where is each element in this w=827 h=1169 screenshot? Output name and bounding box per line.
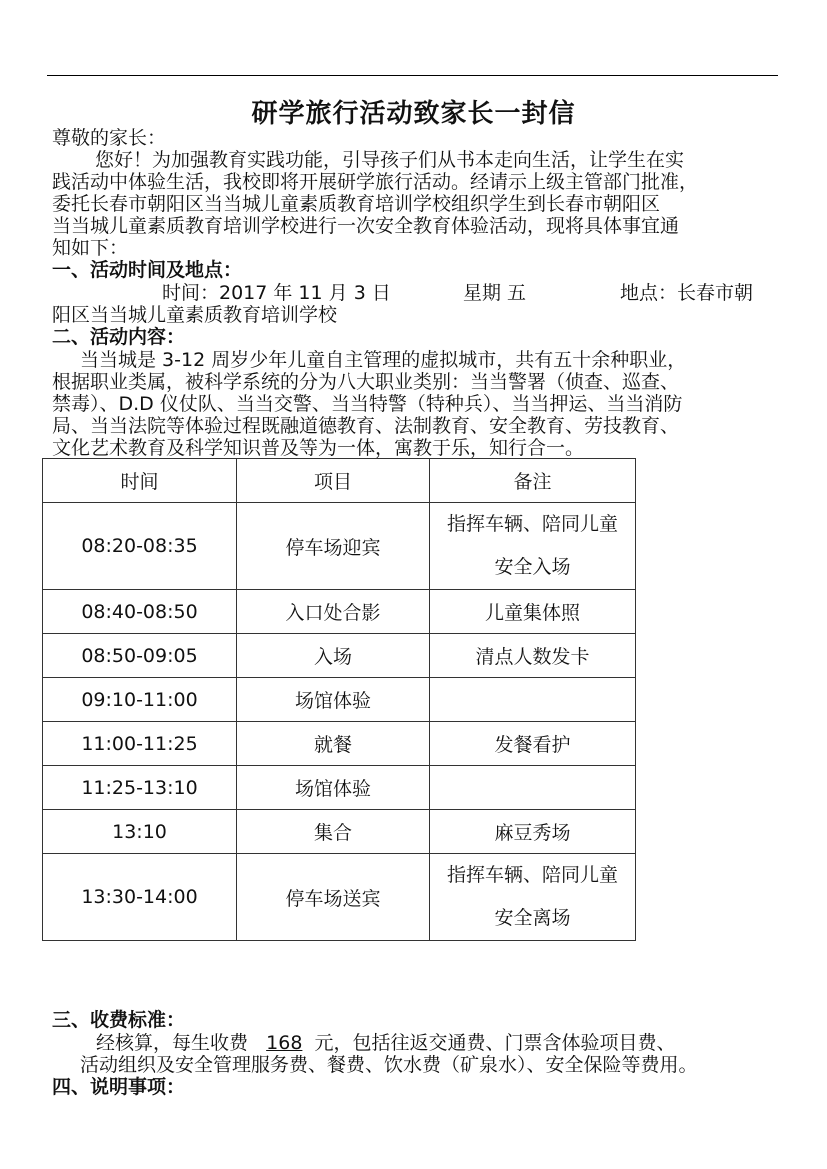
- table-row: [43, 503, 636, 590]
- row-note: 清点人数发卡: [430, 634, 636, 678]
- row-note: [430, 766, 636, 810]
- row-note: 发餐看护: [430, 722, 636, 766]
- content-line-5: 文化艺术教育及科学知识普及等为一体，寓教于乐，知行合一。: [52, 437, 585, 459]
- intro-line-5: 知如下：: [52, 237, 129, 259]
- fee-line-1: [96, 1033, 676, 1054]
- row-time: 13:30-14:00: [43, 854, 237, 941]
- table-row: [43, 634, 636, 678]
- intro-line-4: 当当城儿童素质教育培训学校进行一次安全教育体验活动，现将具体事宜通: [52, 215, 680, 237]
- content-line-4: 局、当当法院等体验过程既融道德教育、法制教育、安全教育、劳技教育、: [52, 415, 680, 437]
- header-note: 备注: [430, 459, 636, 503]
- row-item: 停车场迎宾: [237, 503, 430, 590]
- salutation: 尊敬的家长：: [52, 127, 167, 149]
- table-row: [43, 590, 636, 634]
- content-line-1: 当当城是 3-12 周岁少年儿童自主管理的虚拟城市，共有五十余种职业，: [80, 349, 687, 371]
- row-time: 11:25-13:10: [43, 766, 237, 810]
- row-item: 就餐: [237, 722, 430, 766]
- activity-place: 地点：长春市朝: [620, 282, 754, 304]
- row-note: [430, 503, 636, 590]
- intro-line-3: 委托长春市朝阳区当当城儿童素质教育培训学校组织学生到长春市朝阳区: [52, 193, 661, 215]
- row-time: 11:00-11:25: [43, 722, 237, 766]
- row-note: [430, 854, 636, 941]
- section-3-heading: 三、收费标准：: [52, 1009, 186, 1031]
- table-row: [43, 810, 636, 854]
- row-time: 08:20-08:35: [43, 503, 237, 590]
- row-item: 入口处合影: [237, 590, 430, 634]
- intro-line-1: 您好！为加强教育实践功能，引导孩子们从书本走向生活，让学生在实: [95, 149, 685, 171]
- content-line-2: 根据职业类属，被科学系统的分为八大职业类别：当当警署（侦查、巡查、: [52, 371, 680, 393]
- content-line-3: 禁毒）、D.D 仪仗队、当当交警、当当特警（特种兵）、当当押运、当当消防: [52, 393, 683, 415]
- row-note: [430, 678, 636, 722]
- fee-line-2: 活动组织及安全管理服务费、餐费、饮水费（矿泉水）、安全保险等费用。: [80, 1054, 698, 1076]
- section-1-heading: 一、活动时间及地点：: [52, 259, 243, 281]
- row-note: 麻豆秀场: [430, 810, 636, 854]
- fee-items: 元，包括往返交通费、门票含体验项目费、: [314, 1032, 676, 1054]
- section-2-heading: 二、活动内容：: [52, 326, 186, 348]
- activity-weekday: 星期 五: [463, 282, 527, 304]
- table-row: [43, 678, 636, 722]
- row-time: 13:10: [43, 810, 237, 854]
- table-row: [43, 722, 636, 766]
- header-item: 项目: [237, 459, 430, 503]
- row-item: 场馆体验: [237, 766, 430, 810]
- section-4-heading: 四、说明事项：: [52, 1076, 186, 1098]
- row-time: 08:50-09:05: [43, 634, 237, 678]
- header-rule: [47, 75, 778, 76]
- activity-time: 时间：2017 年 11 月 3 日: [162, 282, 391, 304]
- table-row: [43, 854, 636, 941]
- row-note: 儿童集体照: [430, 590, 636, 634]
- table-row: [43, 766, 636, 810]
- row-note-line-2: 安全入场: [494, 556, 571, 578]
- row-note-line-1: 指挥车辆、陪同儿童: [446, 864, 618, 886]
- row-note-line-1: 指挥车辆、陪同儿童: [446, 513, 618, 535]
- page-title: 研学旅行活动致家长一封信: [251, 99, 576, 129]
- row-item: 场馆体验: [237, 678, 430, 722]
- row-item: 入场: [237, 634, 430, 678]
- fee-amount: 168: [266, 1032, 303, 1054]
- table-header-row: [43, 459, 636, 503]
- row-item: 集合: [237, 810, 430, 854]
- header-time: 时间: [43, 459, 237, 503]
- activity-place-cont: 阳区当当城儿童素质教育培训学校: [52, 304, 338, 326]
- intro-line-2: 践活动中体验生活，我校即将开展研学旅行活动。经请示上级主管部门批准，: [52, 171, 699, 193]
- row-time: 08:40-08:50: [43, 590, 237, 634]
- fee-intro: 经核算，每生收费: [96, 1032, 249, 1054]
- schedule-table: [42, 458, 636, 941]
- row-item: 停车场送宾: [237, 854, 430, 941]
- row-note-line-2: 安全离场: [494, 907, 571, 929]
- row-time: 09:10-11:00: [43, 678, 237, 722]
